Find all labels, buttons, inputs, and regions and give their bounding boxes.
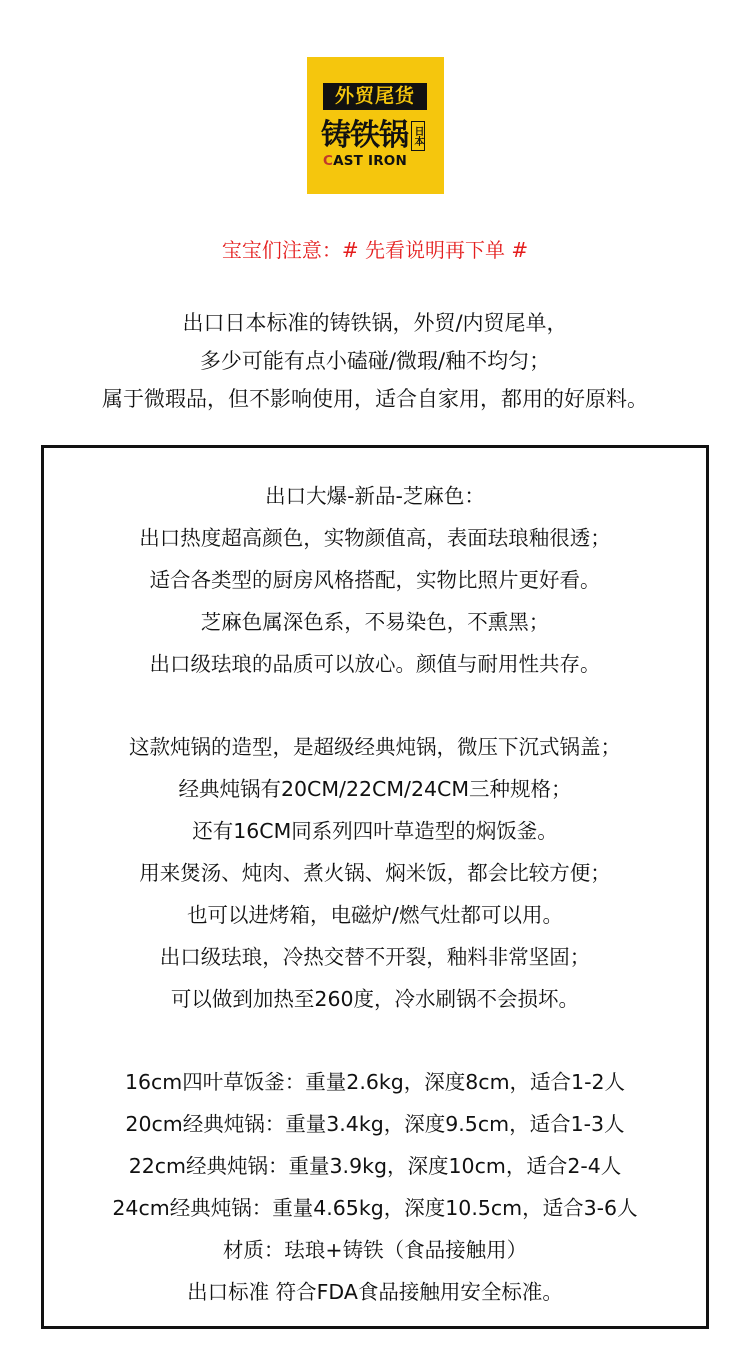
- feature-line: 这款炖锅的造型，是超级经典炖锅，微压下沉式锅盖；: [129, 735, 621, 759]
- color-line: 出口热度超高颜色，实物颜值高，表面珐琅釉很透；: [139, 526, 611, 550]
- section-gap: [44, 1020, 706, 1061]
- notice-text: 宝宝们注意：# 先看说明再下单 #: [221, 238, 529, 262]
- feature-line: 出口级珐琅，冷热交替不开裂，釉料非常坚固；: [159, 945, 591, 969]
- intro-line: 出口日本标准的铸铁锅，外贸/内贸尾单，: [182, 311, 568, 335]
- brand-logo: [307, 57, 444, 194]
- color-line: 芝麻色属深色系，不易染色，不熏黑；: [200, 610, 550, 634]
- standard-line: 出口标准 符合FDA食品接触用安全标准。: [187, 1280, 563, 1304]
- logo-main-text: 铸铁锅: [321, 118, 408, 153]
- logo-subtitle-rest: AST IRON: [333, 153, 407, 169]
- logo-subtitle: [323, 153, 433, 169]
- section-gap: [44, 685, 706, 726]
- feature-line: 用来煲汤、炖肉、煮火锅、焖米饭，都会比较方便；: [139, 861, 611, 885]
- spec-line: 22cm经典炖锅：重量3.9kg，深度10cm，适合2-4人: [128, 1154, 622, 1178]
- intro-paragraph: [0, 304, 750, 418]
- spec-line: 16cm四叶草饭釜：重量2.6kg，深度8cm，适合1-2人: [124, 1070, 626, 1094]
- feature-line: 可以做到加热至260度，冷水刷锅不会损坏。: [170, 987, 580, 1011]
- color-line: 适合各类型的厨房风格搭配，实物比照片更好看。: [149, 568, 601, 592]
- description-box: [41, 445, 709, 1329]
- intro-line: 属于微瑕品，但不影响使用，适合自家用，都用的好原料。: [102, 387, 648, 411]
- feature-line: 经典炖锅有20CM/22CM/24CM三种规格；: [178, 777, 572, 801]
- logo-tag: 外贸尾货: [323, 83, 427, 110]
- intro-line: 多少可能有点小磕碰/微瑕/釉不均匀；: [199, 349, 551, 373]
- logo-main: [321, 117, 425, 155]
- material-line: 材质：珐琅+铸铁（食品接触用）: [222, 1238, 528, 1262]
- color-heading: 出口大爆-新品-芝麻色：: [265, 484, 485, 508]
- spec-line: 24cm经典炖锅：重量4.65kg，深度10.5cm，适合3-6人: [112, 1196, 638, 1220]
- description-content: [44, 475, 706, 1313]
- feature-line: 也可以进烤箱，电磁炉/燃气灶都可以用。: [187, 903, 563, 927]
- spec-line: 20cm经典炖锅：重量3.4kg，深度9.5cm，适合1-3人: [125, 1112, 625, 1136]
- feature-line: 还有16CM同系列四叶草造型的焖饭釜。: [192, 819, 558, 843]
- color-line: 出口级珐琅的品质可以放心。颜值与耐用性共存。: [149, 652, 601, 676]
- logo-japan-mark: 日本: [411, 121, 425, 151]
- logo-subtitle-initial: C: [323, 153, 334, 169]
